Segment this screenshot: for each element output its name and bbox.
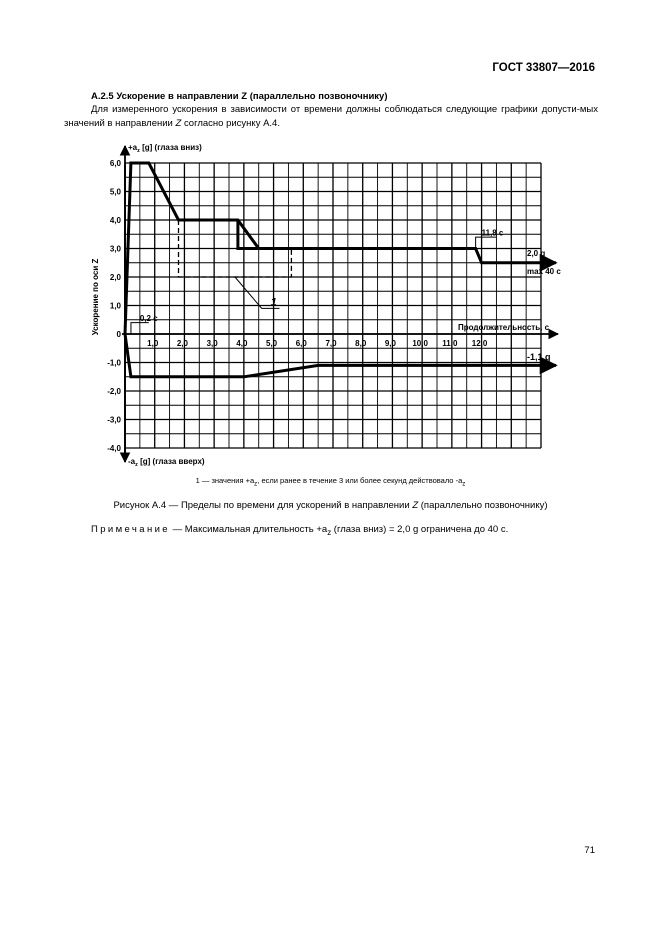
- y-tick-label: -4,0: [107, 444, 121, 453]
- y-tick-label: -2,0: [107, 387, 121, 396]
- document-code: ГОСТ 33807—2016: [492, 62, 595, 74]
- note: [91, 524, 508, 537]
- x-tick-label: 8,0: [355, 339, 367, 348]
- footnote-sub-1: z: [254, 480, 258, 488]
- figure-caption: [0, 500, 661, 511]
- x-tick-label: 11,0: [442, 339, 458, 348]
- annotation-marker-1: 1: [270, 296, 277, 309]
- x-tick-label: 1,0: [147, 339, 159, 348]
- y-axis-title: Ускорение по оси Z: [91, 258, 100, 336]
- y-tick-label: 4,0: [109, 216, 121, 225]
- annotation-max-40-s: max 40 c: [527, 267, 561, 276]
- chart-grid: [125, 163, 541, 448]
- top-axis-label: $+a_z$ [g] (глаза вниз): [128, 143, 202, 154]
- bottom-axis-label: $-a_z$ [g] (глаза вверх): [128, 457, 205, 468]
- annotation-11-8-s: 11,8 c: [481, 228, 504, 238]
- x-tick-label: 6,0: [295, 339, 307, 348]
- x-axis-title: Продолжительность, с: [458, 323, 550, 332]
- section-heading: А.2.5 Ускорение в направлении Z (параллельно позвоночнику): [91, 91, 388, 102]
- y-tick-label: 3,0: [109, 244, 121, 254]
- x-tick-label: 3,0: [206, 339, 218, 348]
- body-axis-letter: Z: [175, 118, 182, 129]
- annotation-start-time: 0,2 c: [139, 314, 158, 324]
- x-tick-label: 10,0: [412, 339, 428, 348]
- y-tick-label: 1,0: [109, 301, 121, 311]
- y-tick-label: 6,0: [109, 159, 121, 168]
- note-sub: z: [327, 527, 332, 537]
- y-tick-label: 0: [116, 330, 121, 339]
- caption-text-end: (параллельно позвоночнику): [418, 500, 548, 511]
- chart-axes: [122, 146, 558, 462]
- note-label: Примечание: [91, 524, 170, 535]
- chart-series: [125, 163, 556, 377]
- y-tick-label: 2,0: [109, 273, 121, 282]
- y-tick-label: -1,0: [107, 358, 121, 368]
- footnote-text-start: — значения +a: [199, 476, 255, 485]
- y-tick-label: 5,0: [109, 187, 121, 197]
- x-tick-label: 9,0: [384, 339, 396, 348]
- annotation-minus-1-1g: -1,1 g: [527, 352, 551, 362]
- body-text-start: Для измеренного ускорения в зависимости от времени должны соблюдаться следующие графики допусти-мых значений в направлении: [64, 104, 598, 129]
- footnote-marker: 1: [195, 476, 200, 485]
- x-tick-label: 2,0: [176, 339, 188, 348]
- caption-axis-letter: Z: [412, 500, 419, 511]
- note-text-end: (глаза вниз) = 2,0 g ограничена до 40 с.: [331, 524, 509, 535]
- caption-text-start: Рисунок А.4 — Пределы по времени для ускорений в направлении: [113, 500, 413, 511]
- y-tick-label: -3,0: [107, 415, 121, 425]
- x-tick-label: 7,0: [325, 339, 337, 348]
- body-text-end: согласно рисунку А.4.: [181, 118, 280, 129]
- x-tick-label: 12,0: [471, 339, 488, 348]
- x-tick-label: 5,0: [266, 339, 278, 348]
- series-limit-negative: [125, 334, 556, 377]
- footnote-sub-2: z: [462, 480, 466, 488]
- page-number: 71: [584, 845, 595, 856]
- annotation-2g: 2,0 g: [527, 249, 546, 258]
- note-text-start: — Максимальная длительность +a: [170, 524, 328, 535]
- x-tick-label: 4,0: [236, 339, 248, 348]
- figure-footnote: [0, 476, 661, 488]
- footnote-text-end: , если ранее в течение 3 или более секунд действовало -a: [257, 476, 463, 485]
- leader-11-8-s: [476, 237, 497, 248]
